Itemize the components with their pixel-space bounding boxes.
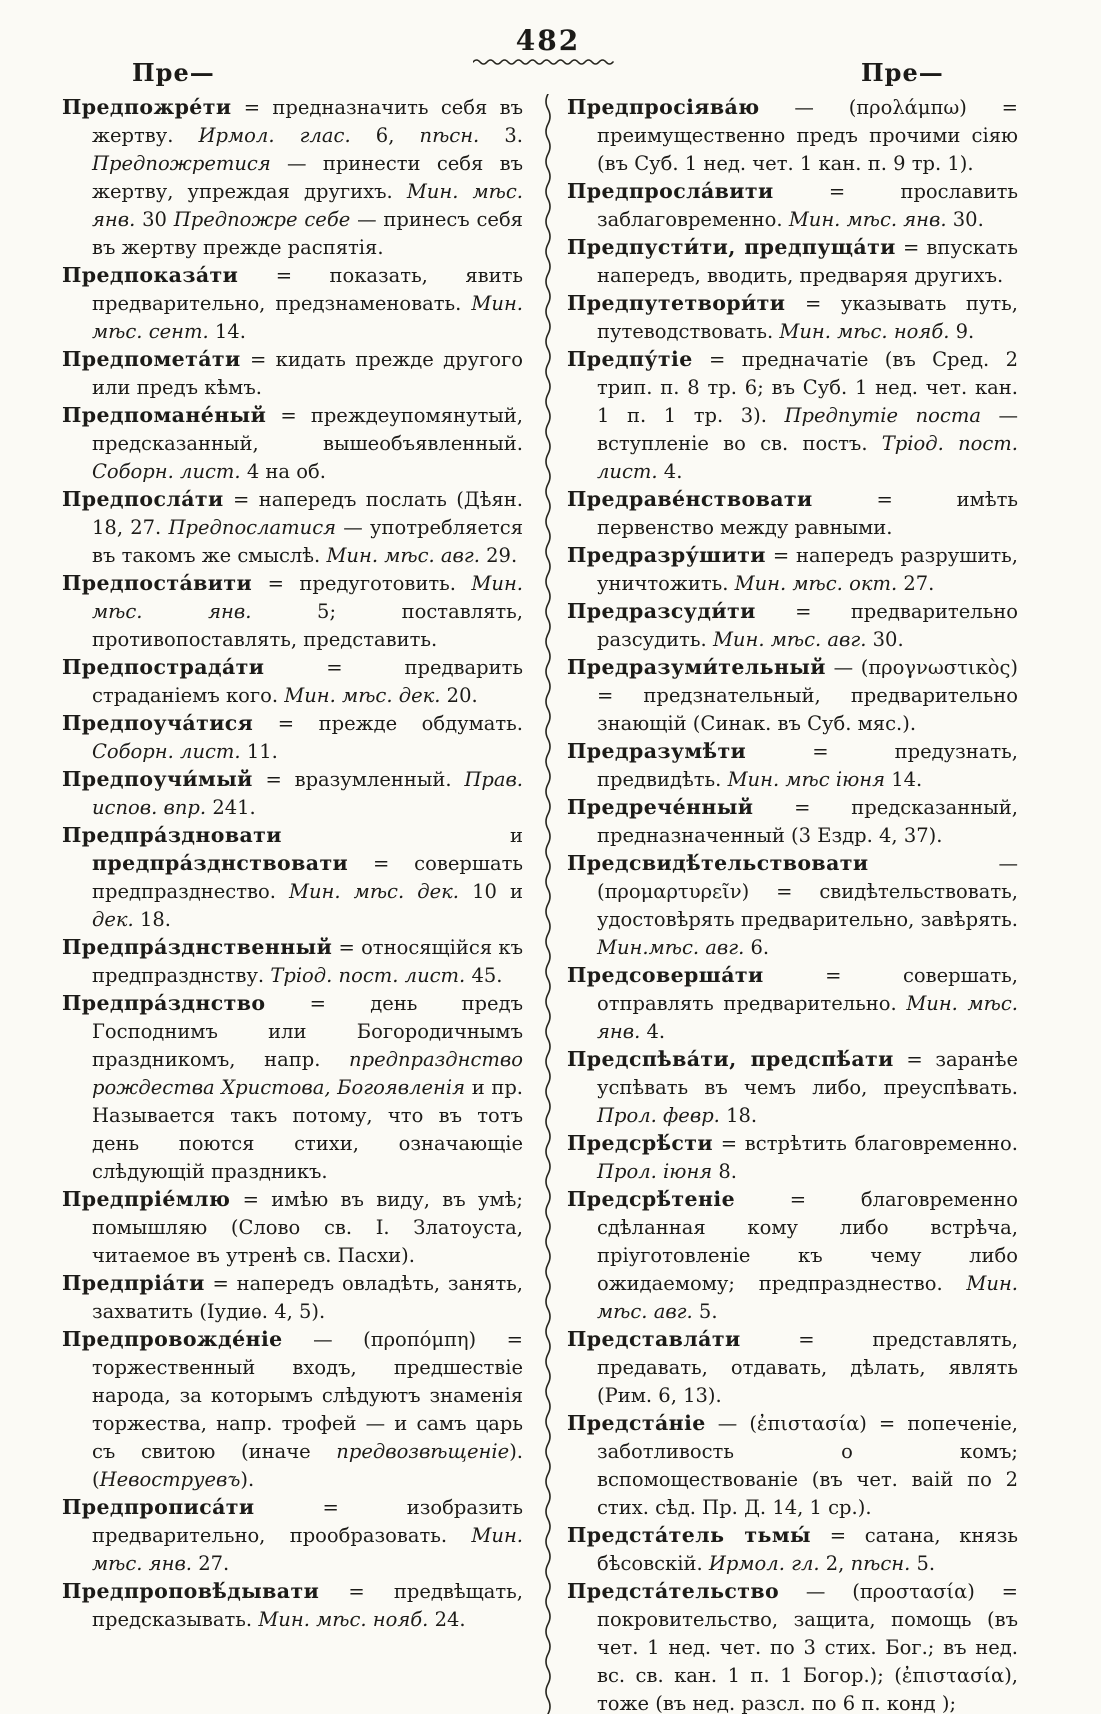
headword: Предпосла́ти bbox=[62, 487, 224, 511]
headword: предпра́зднствовати bbox=[92, 851, 349, 875]
definition-text: = преждеупомянутый, предсказанный, вышеобъявленный. bbox=[92, 404, 523, 455]
dictionary-entry bbox=[567, 1410, 1018, 1522]
definition-text: = напередъ разрушить, уничтожить. bbox=[597, 544, 1018, 595]
definition-text: ). bbox=[240, 1468, 255, 1491]
definition-text: = впускать напередъ, вводить, предваряя другихъ. bbox=[597, 236, 1019, 287]
definition-text: 30 bbox=[135, 208, 174, 231]
definition-text: 20. bbox=[440, 684, 478, 707]
source-reference: Тріод. пост. лист. bbox=[270, 964, 466, 987]
headword: Предста́ніе bbox=[567, 1411, 706, 1435]
source-reference: Мин. мѣс. авг. bbox=[712, 628, 867, 651]
dictionary-entry bbox=[567, 654, 1018, 738]
headword: Предсрѣ́теніе bbox=[567, 1187, 736, 1211]
headword: Предразру́шити bbox=[567, 543, 766, 567]
source-reference: предпразднство рождества Христова, Богоявленія bbox=[92, 1048, 523, 1099]
definition-text: = заранѣе успѣвать въ чемъ либо, преуспѣвать. bbox=[597, 1048, 1019, 1099]
headword: Представла́ти bbox=[567, 1327, 741, 1351]
definition-text: 8. bbox=[712, 1160, 738, 1183]
source-reference: Предпожретися bbox=[92, 152, 271, 175]
headword: Предпросла́вити bbox=[567, 179, 774, 203]
headword: Предпомане́ный bbox=[62, 403, 267, 427]
source-reference: Предпослатися bbox=[168, 516, 337, 539]
definition-text: 18. bbox=[719, 1104, 758, 1127]
headword: Предпріа́ти bbox=[62, 1271, 205, 1295]
headword: Предста́тель тьмы́ bbox=[567, 1523, 811, 1547]
dictionary-entry bbox=[62, 934, 523, 990]
definition-text: 4. bbox=[640, 1020, 666, 1043]
definition-text: — употребляется въ такомъ же смыслѣ. bbox=[92, 516, 523, 567]
definition-text: 6. bbox=[744, 936, 770, 959]
page-number-rule bbox=[473, 57, 623, 67]
source-reference: Соборн. лист. bbox=[92, 740, 241, 763]
dictionary-entry bbox=[567, 962, 1018, 1046]
headword: Предсрѣ́сти bbox=[567, 1131, 714, 1155]
dictionary-column-right bbox=[567, 94, 1018, 1714]
source-reference: Тріод. пост. лист. bbox=[597, 432, 1018, 483]
source-reference: Мин. мѣс. окт. bbox=[734, 572, 898, 595]
dictionary-column-left bbox=[62, 94, 523, 1634]
definition-text: = предначатіе (въ Сред. 2 трип. п. 8 тр. 6; въ Суб. 1 нед. чет. кан. 1 п. 1 тр. 3). bbox=[597, 348, 1018, 427]
definition-text: 27. bbox=[192, 1552, 230, 1575]
definition-text: — вступленіе во св. постъ. bbox=[597, 404, 1019, 455]
source-reference: Мин. мѣс. нояб. bbox=[779, 320, 950, 343]
headword: Предпусти́ти, предпуща́ти bbox=[567, 235, 896, 259]
definition-text: 4 на об. bbox=[240, 460, 326, 483]
definition-text: = встрѣтить благовременно. bbox=[713, 1132, 1018, 1155]
dictionary-entry bbox=[567, 1046, 1018, 1130]
definition-text: = имѣю въ виду, въ умѣ; помышляю (Слово св. І. Златоуста, читаемое въ утренѣ св. Пасхи). bbox=[92, 1188, 523, 1267]
definition-text: 30. bbox=[866, 628, 904, 651]
definition-text: = прежде обдумать. bbox=[253, 712, 523, 735]
dictionary-entry bbox=[567, 234, 1018, 290]
definition-text: = прославить заблаговременно. bbox=[597, 180, 1018, 231]
source-reference: предвозвѣщеніе bbox=[336, 1440, 510, 1463]
dictionary-entry bbox=[62, 94, 523, 262]
headword: Предспѣва́ти, предспѣ́ати bbox=[567, 1047, 894, 1071]
source-reference: Мин. мѣс. нояб. bbox=[258, 1608, 429, 1631]
dictionary-entry bbox=[62, 710, 523, 766]
definition-text: 5; поставлять, противопоставлять, представить. bbox=[92, 600, 523, 651]
headword: Предпровожде́ніе bbox=[62, 1327, 283, 1351]
dictionary-entry bbox=[567, 346, 1018, 486]
source-reference: Предпутіе поста bbox=[784, 404, 981, 427]
dictionary-entry bbox=[62, 570, 523, 654]
definition-text: = день предъ Господнимъ или Богородичнымъ праздникомъ, напр. bbox=[92, 992, 523, 1071]
dictionary-entry bbox=[567, 1522, 1018, 1578]
running-head-right: Пре— bbox=[861, 58, 944, 87]
definition-text: — (ἐπιστασία) = попеченіе, заботливость о комъ; вспомоществованіе (въ чет. ваій по 2 стих. сѣд. Пр. Д. 14, 1 ср.). bbox=[597, 1412, 1018, 1519]
source-reference: Мин. мѣс. дек. bbox=[284, 684, 441, 707]
definition-text: 5. bbox=[910, 1552, 936, 1575]
source-reference: Соборн. лист. bbox=[92, 460, 241, 483]
dictionary-entry bbox=[62, 1270, 523, 1326]
definition-text: = напередъ овладѣть, занять, захватить (Іудиѳ. 4, 5). bbox=[92, 1272, 523, 1323]
definition-text: — принести себя въ жертву, упреждая другихъ. bbox=[92, 152, 523, 203]
definition-text: = относящійся къ предпразднству. bbox=[92, 936, 523, 987]
source-reference: Ирмол. гл. bbox=[708, 1552, 820, 1575]
dictionary-entry bbox=[62, 1578, 523, 1634]
definition-text: 6, bbox=[350, 124, 420, 147]
headword: Предста́тельство bbox=[567, 1579, 780, 1603]
dictionary-entry bbox=[62, 1326, 523, 1494]
definition-text: = напередъ послать (Дѣян. 18, 27. bbox=[92, 488, 523, 539]
page-header bbox=[455, 26, 641, 67]
dictionary-entry bbox=[567, 1130, 1018, 1186]
definition-text: 9. bbox=[949, 320, 975, 343]
definition-text: 11. bbox=[240, 740, 278, 763]
source-reference: Мин. мѣс. янв. bbox=[92, 572, 523, 623]
source-reference: Мин. мѣс. авг. bbox=[326, 544, 480, 567]
definition-text: 4. bbox=[657, 460, 683, 483]
definition-text: = показать, явить предварительно, предзнаменовать. bbox=[92, 264, 523, 315]
column-divider-rule bbox=[543, 94, 555, 1714]
dictionary-entry bbox=[567, 1186, 1018, 1326]
dictionary-entry bbox=[62, 346, 523, 402]
headword: Предпра́зднственный bbox=[62, 935, 333, 959]
definition-text: и пр. Называется такъ потому, что въ тотъ день поются стихи, означающіе слѣдующій праздникъ. bbox=[92, 1076, 523, 1183]
page-number: 482 bbox=[515, 24, 581, 57]
source-reference: пѣсн. bbox=[419, 124, 480, 147]
definition-text: — (προγνωστικὸς) = предзнательный, предварительно знающій (Синак. въ Суб. мяс.). bbox=[597, 656, 1018, 735]
source-reference: Мин. мѣс. янв. bbox=[92, 180, 524, 231]
headword: Предпоста́вити bbox=[62, 571, 253, 595]
definition-text: 27. bbox=[897, 572, 935, 595]
definition-text: 14. bbox=[208, 320, 246, 343]
definition-text: — принесъ себя въ жертву прежде распятія. bbox=[92, 208, 523, 259]
definition-text: = совершать, отправлять предварительно. bbox=[597, 964, 1018, 1015]
dictionary-entry bbox=[567, 290, 1018, 346]
headword: Предпріе́млю bbox=[62, 1187, 231, 1211]
definition-text: 29. bbox=[479, 544, 518, 567]
headword: Предразуми́тельный bbox=[567, 655, 826, 679]
definition-text: и bbox=[281, 824, 523, 847]
dictionary-entry bbox=[62, 822, 523, 934]
definition-text: = предсказанный, предназначенный (3 Ездр. 4, 37). bbox=[597, 796, 1018, 847]
headword: Предпоказа́ти bbox=[62, 263, 239, 287]
source-reference: Мин.мѣс. авг. bbox=[597, 936, 745, 959]
headword: Предразсуди́ти bbox=[567, 599, 756, 623]
definition-text: — (προπόμπη) = торжественный входъ, предшествіе народа, за которымъ слѣдуютъ знаменія торжества, напр. трофей — и самъ царь съ свитою (иначе bbox=[92, 1328, 523, 1463]
dictionary-entry bbox=[62, 654, 523, 710]
source-reference: Мин. мѣс. янв. bbox=[92, 1524, 523, 1575]
source-reference: Ирмол. глас. bbox=[198, 124, 351, 147]
dictionary-entry bbox=[62, 1494, 523, 1578]
source-reference: пѣсн. bbox=[850, 1552, 911, 1575]
headword: Предсоверша́ти bbox=[567, 963, 764, 987]
dictionary-entry bbox=[567, 542, 1018, 598]
definition-text: 3. bbox=[479, 124, 523, 147]
headword: Предпоуча́тися bbox=[62, 711, 254, 735]
definition-text: = изобразить предварительно, прообразовать. bbox=[92, 1496, 523, 1547]
headword: Предпожре́ти bbox=[62, 95, 232, 119]
definition-text: = предвѣщать, предсказывать. bbox=[92, 1580, 523, 1631]
definition-text: = кидать прежде другого или предъ кѣмъ. bbox=[92, 348, 523, 399]
dictionary-entry bbox=[567, 598, 1018, 654]
dictionary-entry bbox=[567, 738, 1018, 794]
headword: Предпострада́ти bbox=[62, 655, 265, 679]
definition-text: 45. bbox=[465, 964, 503, 987]
headword: Предпу́тіе bbox=[567, 347, 693, 371]
dictionary-entry bbox=[567, 794, 1018, 850]
definition-text: = предварительно разсудить. bbox=[597, 600, 1018, 651]
definition-text: = представлять, предавать, отдавать, дѣлать, являть (Рим. 6, 13). bbox=[597, 1328, 1018, 1407]
definition-text: — (προλάμπω) = преимущественно предъ прочими сіяю (въ Суб. 1 нед. чет. 1 кан. п. 9 тр. 1). bbox=[597, 96, 1018, 175]
headword: Предпросіява́ю bbox=[567, 95, 760, 119]
headword: Предпоучи́мый bbox=[62, 767, 253, 791]
headword: Предпомета́ти bbox=[62, 347, 241, 371]
headword: Предпутетвори́ти bbox=[567, 291, 786, 315]
definition-text: — (προμαρτυρεῖν) = свидѣтельствовать, удостовѣрять предварительно, завѣрять. bbox=[597, 852, 1018, 931]
definition-text: 2, bbox=[819, 1552, 851, 1575]
source-reference: Прол. іюня bbox=[597, 1160, 713, 1183]
definition-text: 10 и bbox=[459, 880, 523, 903]
headword: Предсвидѣ́тельствовати bbox=[567, 851, 869, 875]
source-reference: Мин. мѣс іюня bbox=[727, 768, 885, 791]
headword: Предрече́нный bbox=[567, 795, 754, 819]
definition-text: 5. bbox=[692, 1300, 718, 1323]
dictionary-entry bbox=[567, 486, 1018, 542]
dictionary-entry bbox=[62, 766, 523, 822]
definition-text: = предузнать, предвидѣть. bbox=[597, 740, 1018, 791]
dictionary-entry bbox=[567, 1578, 1018, 1714]
definition-text: ). ( bbox=[92, 1440, 523, 1491]
dictionary-entry bbox=[62, 486, 523, 570]
dictionary-entry bbox=[567, 850, 1018, 962]
source-reference: Мин. мѣс. авг. bbox=[597, 1272, 1018, 1323]
definition-text: = предназначить себя въ жертву. bbox=[92, 96, 523, 147]
running-head-left: Пре— bbox=[132, 58, 215, 87]
source-reference: Мин. мѣс. янв. bbox=[788, 208, 947, 231]
definition-text: 18. bbox=[133, 908, 171, 931]
headword: Предпроповѣ́дывати bbox=[62, 1579, 320, 1603]
dictionary-entry bbox=[567, 1326, 1018, 1410]
dictionary-entry bbox=[567, 94, 1018, 178]
dictionary-entry bbox=[62, 262, 523, 346]
source-reference: Прав. испов. впр. bbox=[92, 768, 523, 819]
dictionary-entry bbox=[62, 1186, 523, 1270]
headword: Предпрописа́ти bbox=[62, 1495, 255, 1519]
definition-text: = совершать предпразднество. bbox=[92, 852, 523, 903]
definition-text: 14. bbox=[885, 768, 923, 791]
source-reference: Прол. февр. bbox=[597, 1104, 720, 1127]
source-reference: дек. bbox=[92, 908, 134, 931]
source-reference: Мин. мѣс. дек. bbox=[289, 880, 460, 903]
definition-text: — (προστασία) = покровительство, защита, помощь (въ чет. 1 нед. чет. по 3 стих. Бог.; въ нед. вс. св. кан. 1 п. 1 Богор.); (ἐπιστασία), тоже (въ нед. разсл. по 6 п. конд ); bbox=[597, 1580, 1018, 1714]
headword: Предпра́здновати bbox=[62, 823, 282, 847]
dictionary-entry bbox=[62, 402, 523, 486]
definition-text: 30. bbox=[946, 208, 984, 231]
source-reference: Предпожре себе bbox=[173, 208, 351, 231]
source-reference: Невоструевъ bbox=[99, 1468, 241, 1491]
definition-text: = предуготовить. bbox=[252, 572, 472, 595]
definition-text: = предварить страданіемъ кого. bbox=[92, 656, 523, 707]
definition-text: = указывать путь, путеводствовать. bbox=[597, 292, 1018, 343]
source-reference: Мин. мѣс. сент. bbox=[92, 292, 523, 343]
definition-text: = сатана, князь бѣсовскій. bbox=[597, 1524, 1018, 1575]
definition-text: = имѣть первенство между равными. bbox=[597, 488, 1018, 539]
definition-text: 24. bbox=[428, 1608, 466, 1631]
headword: Предпра́зднство bbox=[62, 991, 266, 1015]
dictionary-entry bbox=[62, 990, 523, 1186]
headword: Предраве́нствовати bbox=[567, 487, 813, 511]
dictionary-entry bbox=[567, 178, 1018, 234]
definition-text: = вразумленный. bbox=[252, 768, 465, 791]
definition-text: = благовременно сдѣланная кому либо встрѣча, пріуготовленіе къ чему либо ожидаемому; предпразднество. bbox=[597, 1188, 1018, 1295]
source-reference: Мин. мѣс. янв. bbox=[597, 992, 1018, 1043]
definition-text: 241. bbox=[206, 796, 256, 819]
headword: Предразумѣ́ти bbox=[567, 739, 747, 763]
